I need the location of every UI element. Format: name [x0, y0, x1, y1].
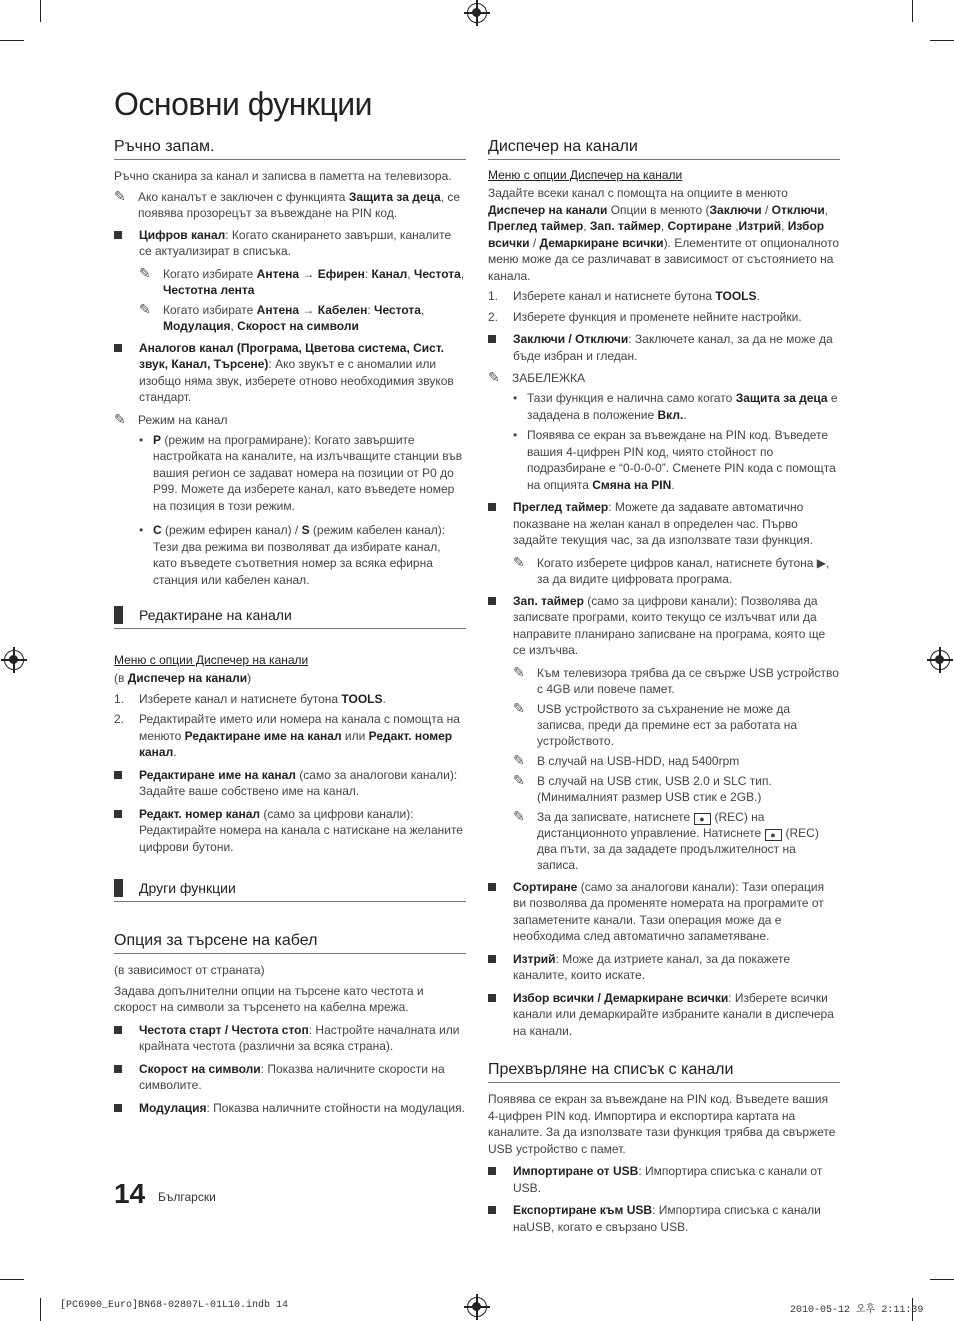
bullet-square-icon [488, 879, 513, 945]
section-title-transfer-list: Прехвърляне на списък с канали [488, 1061, 840, 1083]
page-title: Основни функции [114, 86, 373, 122]
pencil-note-icon: ✎ [114, 410, 126, 427]
pencil-note-icon: ✎ [139, 300, 151, 317]
note: ✎ В случай на USB стик, USB 2.0 и SLC тип. (Минималният размер USB стик е 2GB.) [513, 771, 772, 804]
list-item-export: Експортиране към USB: Импортира списъка с канали наUSB, когато е свързано USB. [488, 1202, 840, 1235]
bullet-square-icon [114, 340, 139, 406]
crop-mark [40, 1298, 41, 1321]
note: ✎ Когато избирате Антена → Ефирен: Канал, Честота, Честотна лента [139, 264, 465, 297]
list-item-import: Импортиране от USB: Импортира списъка с канали от USB. [488, 1163, 840, 1196]
print-date-info: 2010-05-12 오후 2:11:39 [790, 1305, 924, 1316]
list-item-note-2: • Появява се екран за въвеждане на PIN код. Въведете вашия 4-цифрен PIN код, чиято стойност по подразбиране е “0-0-0-0”. Сменете PIN кода с помощта на опцията Смяна на PIN. [513, 428, 836, 492]
crop-mark [930, 1279, 954, 1280]
section-title-manual-store: Ръчно запам. [114, 138, 466, 160]
pencil-note-icon: ✎ [513, 771, 525, 788]
bullet-square-icon [488, 1163, 513, 1196]
manual-store-intro: Ръчно сканира за канал и записва в паметта на телевизора. [114, 169, 452, 183]
bullet-square-icon [488, 593, 513, 659]
pencil-note-icon: ✎ [513, 699, 525, 716]
bullet-square-icon [488, 1202, 513, 1235]
section-title-cable-search: Опция за търсене на кабел [114, 932, 466, 954]
left-column [114, 138, 466, 1122]
note: ✎ Към телевизора трябва да се свърже USB устройство с 4GB или повече памет. [513, 663, 839, 696]
pencil-note-icon: ✎ [513, 553, 525, 570]
note: ✎ В случай на USB-HDD, над 5400rpm [513, 751, 740, 768]
pencil-note-icon: ✎ [513, 663, 525, 680]
bullet-square-icon [114, 227, 139, 260]
edit-context: (в Диспечер на канали) [114, 671, 252, 685]
section-marker [114, 879, 123, 897]
cable-dependency: (в зависимост от страната) [114, 963, 265, 977]
crop-mark [0, 1279, 24, 1280]
rec-button-icon: ● [765, 829, 782, 841]
list-item-modulation: Модулация: Показва наличните стойности на модулация. [114, 1100, 466, 1117]
registration-mark-icon [930, 650, 950, 670]
bullet-square-icon [488, 990, 513, 1040]
note: ✎ USB устройството за съхранение не може да записва, преди да премине ест за работата на устройството. [513, 699, 798, 748]
list-item-digital-channel: Цифров канал: Когато сканирането завърши, каналите се актуализират в списъка. [114, 227, 466, 260]
menu-path-link: Меню с опции Диспечер на канали [488, 168, 683, 182]
crop-mark [930, 40, 954, 41]
crop-mark [40, 0, 41, 22]
crop-mark [0, 40, 24, 41]
language-label: Български [158, 1190, 216, 1204]
note: ✎ Ако каналът е заключен с функцията Защита за деца, се появява прозорецът за въвеждане на PIN код. [114, 187, 461, 220]
cable-intro: Задава допълнителни опции на търсене като честота и скорост на символи за търсенето на кабелна мрежа. [114, 983, 424, 1014]
step-1: 1. Изберете канал и натиснете бутона TOOLS. [488, 289, 760, 303]
channel-manager-intro: Задайте всеки канал с помощта на опциите в менюто Диспечер на канали Опции в менюто (Заключи / Отключи, Преглед таймер, Зап. таймер, Сортиране ,Изтрий, Избор всички / Демаркиране всички). Елементите от опционалното меню може да се различават в зависимост от състоянието на канала. [488, 186, 840, 283]
bullet-square-icon [488, 499, 513, 549]
bullet-square-icon [114, 1061, 139, 1094]
step-2: 2. Редактирайте името или номера на канала с помощта на менюто Редактиране име на канал или Редакт. номер канал. [114, 712, 460, 759]
crop-mark [912, 0, 913, 22]
note: ✎ Режим на канал [114, 410, 228, 427]
list-item-analog-channel: Аналогов канал (Програма, Цветова система, Сист. звук, Канал, Търсене): Ако звукът е с аномалии или изобщо няма звук, изберете отново необходимия звуков стандарт. [114, 340, 466, 406]
note-heading: ✎ ЗАБЕЛЕЖКА [488, 369, 586, 385]
step-2: 2. Изберете функция и променете нейните настройки. [488, 309, 802, 324]
list-item-mode-p: • P (режим на програмиране): Когато завършите настройката на каналите, на излъчващите станции във вашия регион се задават номера на позиции от P0 до P99. Можете да изберете канал, като въведете номер на позиция в този режим. [139, 432, 463, 513]
subsection-title-edit-channels: Редактиране на канали [114, 604, 466, 629]
pencil-note-icon: ✎ [488, 369, 500, 385]
list-item-mode-c: • C (режим ефирен канал) / S (режим кабелен канал): Тези два режима ви позволяват да избирате канал, като въведете съответния номер за всяка ефирна станция или кабелен канал. [139, 523, 446, 587]
list-item-symbol-rate: Скорост на символи: Показва наличните скорости на символите. [114, 1061, 466, 1094]
transfer-intro: Появява се екран за въвеждане на PIN код. Въведете вашия 4-цифрен PIN код. Импортира и експортира картата на каналите. За да използвате тази функция трябва да свържете USB устройство с памет. [488, 1092, 836, 1156]
pencil-note-icon: ✎ [513, 807, 525, 824]
pencil-note-icon: ✎ [114, 187, 126, 204]
registration-mark-icon [467, 1297, 487, 1317]
note: ✎ Когато избирате Антена → Кабелен: Честота, Модулация, Скорост на символи [139, 300, 425, 333]
bullet-square-icon [114, 767, 139, 800]
page-number: 14 [114, 1178, 146, 1209]
list-item-edit-name: Редактиране име на канал (само за аналогови канали): Задайте ваше собствено име на канал. [114, 767, 466, 800]
bullet-square-icon [488, 331, 513, 364]
subsection-title-other-functions: Други функции [114, 877, 466, 902]
list-item-select-all: Избор всички / Демаркиране всички: Изберете всички канали или демаркирайте избраните канали в диспечера на канали. [488, 990, 840, 1040]
rec-button-icon: ● [694, 813, 711, 825]
bullet-square-icon [114, 806, 139, 856]
note: ✎ Когато изберете цифров канал, натиснете бутона ▶, за да видите цифровата програма. [513, 553, 830, 586]
print-file-info: [PC6900_Euro]BN68-02807L-01L10.indb 14 [60, 1300, 289, 1311]
registration-mark-icon [467, 3, 487, 23]
pencil-note-icon: ✎ [513, 751, 525, 768]
bullet-square-icon [114, 1100, 139, 1117]
step-1: 1. Изберете канал и натиснете бутона TOOLS. [114, 691, 386, 706]
list-item-sort: Сортиране (само за аналогови канали): Тази операция ви позволява да променяте номерата на програмите от запаметените канали. Тази операция може да е необходима след автоматично запаметяване. [488, 879, 840, 945]
section-marker [114, 606, 123, 624]
note: ✎ За да записвате, натиснете ● (REC) на дистанционното управление. Натиснете ● (REC) два пъти, за да зададете продължителност на записа. [513, 807, 819, 872]
list-item-freq: Честота старт / Честота стоп: Настройте началната или крайната честота (различни за всяка страна). [114, 1022, 466, 1055]
menu-path-link: Меню с опции Диспечер на канали [114, 653, 309, 667]
registration-mark-icon [4, 650, 24, 670]
right-column [488, 138, 840, 1241]
pencil-note-icon: ✎ [139, 264, 151, 281]
list-item-edit-number: Редакт. номер канал (само за цифрови канали): Редактирайте номера на канала с натискане на желаните цифрови бутони. [114, 806, 466, 856]
bullet-square-icon [488, 951, 513, 984]
bullet-square-icon [114, 1022, 139, 1055]
list-item-timer-view: Преглед таймер: Можете да задавате автоматично показване на желан канал в определен час. Първо задайте текущия час, за да използвате тази функция. [488, 499, 840, 549]
list-item-note-1: • Тази функция е налична само когато Защита за деца е зададена в положение Вкл.. [513, 391, 838, 422]
list-item-lock: Заключи / Отключи: Заключете канал, за да не може да бъде избран и гледан. [488, 331, 840, 364]
list-item-timer-record: Зап. таймер (само за цифрови канали): Позволява да записвате програми, които текущо се излъчват или да направите планирано записване на програма, която ще се излъчва. [488, 593, 840, 659]
section-title-channel-manager: Диспечер на канали [488, 138, 840, 160]
list-item-delete: Изтрий: Може да изтриете канал, за да покажете каналите, които искате. [488, 951, 840, 984]
